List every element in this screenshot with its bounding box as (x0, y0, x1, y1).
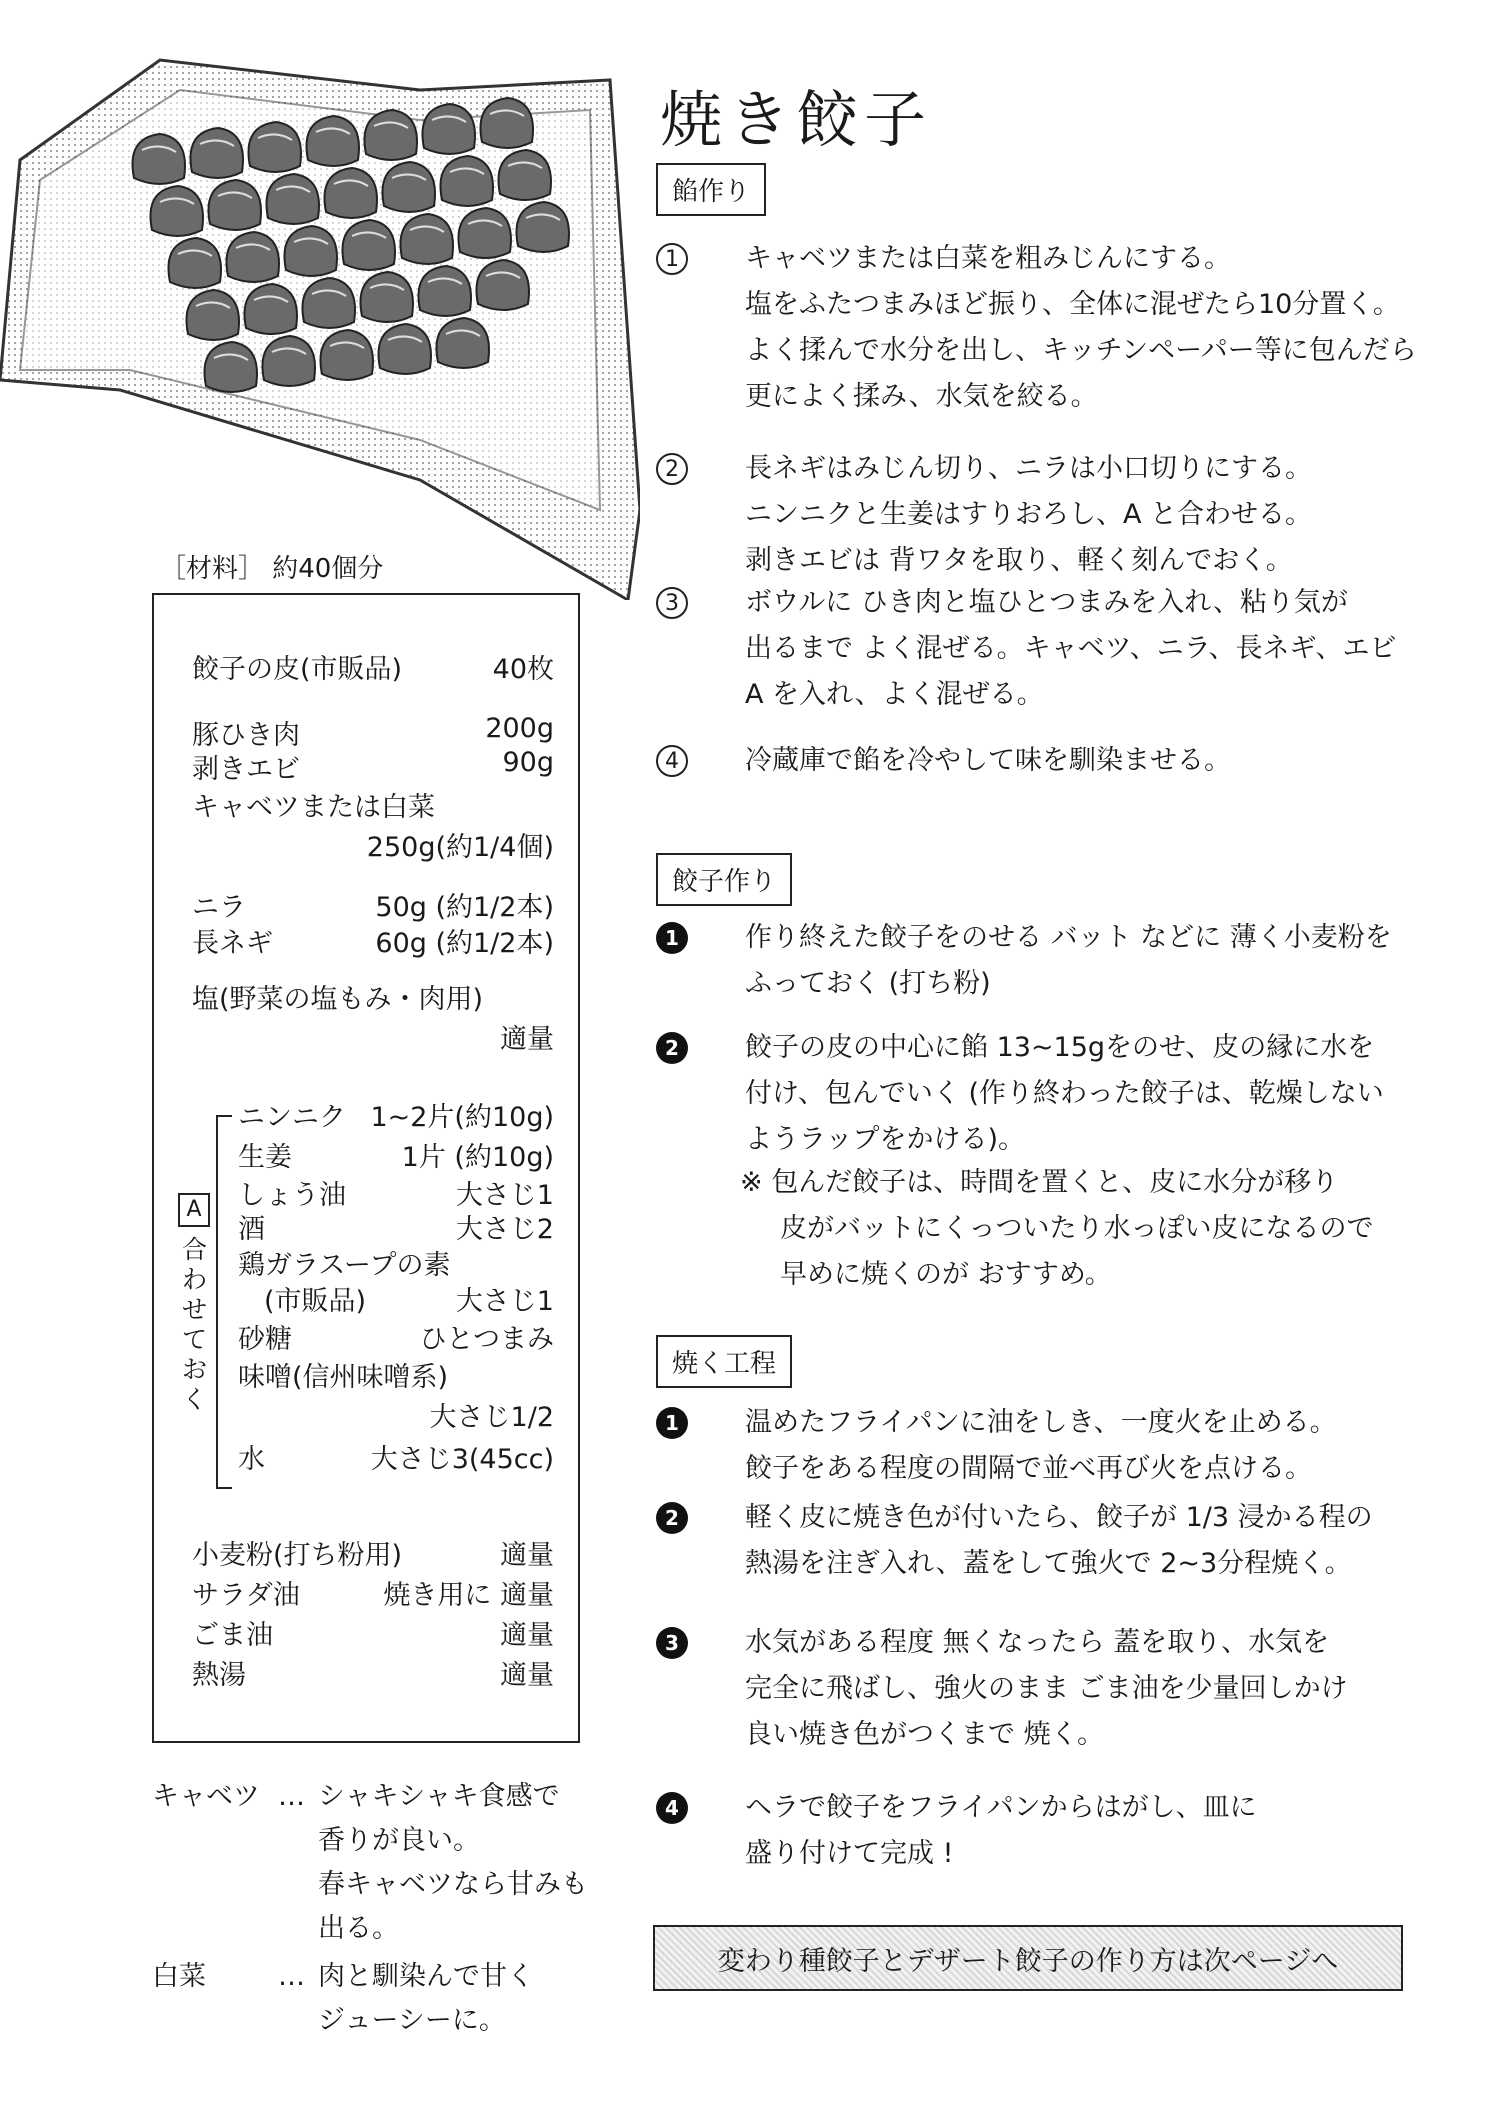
gyoza-2 (248, 122, 301, 172)
ingredient-qty: 200g (485, 713, 554, 744)
ingredient-name: 長ネギ (192, 928, 273, 959)
gyoza-26 (476, 260, 529, 310)
group-a-ingredient-qty: 大さじ1 (455, 1180, 554, 1211)
gyoza-8 (208, 180, 261, 230)
gyoza-0 (132, 134, 185, 184)
extra-ingredient-qty: 適量 (500, 1540, 554, 1571)
gyoza-23 (302, 278, 355, 328)
step-line: 塩をふたつまみほど振り、全体に混ぜたら10分置く。 (745, 289, 1400, 320)
step-line: 冷蔵庫で餡を冷やして味を馴染ませる。 (745, 745, 1231, 776)
step-number: 1 (656, 922, 688, 954)
note-line: 出る。 (318, 1913, 399, 1944)
gyoza-22 (244, 284, 297, 334)
step-line: 餃子の皮の中心に餡 13~15gをのせ、皮の縁に水を (745, 1032, 1375, 1063)
ingredient-name: 塩(野菜の塩もみ・肉用) (192, 984, 484, 1015)
ingredient-name: キャベツまたは白菜 (192, 792, 435, 823)
group-a-ingredient-qty: 大さじ3(45cc) (370, 1444, 554, 1475)
step-line: 長ネギはみじん切り、ニラは小口切りにする。 (745, 453, 1312, 484)
group-a-ingredient-name: 味噌(信州味噌系) (238, 1362, 449, 1393)
extra-ingredient-name: 熱湯 (192, 1660, 246, 1691)
extra-ingredient-qty: 適量 (500, 1660, 554, 1691)
gyoza-7 (150, 186, 203, 236)
ingredient-name: 豚ひき肉 (192, 720, 300, 751)
ingredient-qty: 90g (502, 747, 554, 778)
gyoza-3 (306, 116, 359, 166)
note-term: 白菜 (152, 1961, 206, 1992)
gyoza-9 (266, 174, 319, 224)
step-line: 付け、包んでいく (作り終わった餃子は、乾燥しない (745, 1078, 1384, 1109)
step-line: 作り終えた餃子をのせる バット などに 薄く小麦粉を (745, 922, 1392, 953)
step-line: 良い焼き色がつくまで 焼く。 (745, 1719, 1105, 1750)
gyoza-20 (516, 202, 569, 252)
gyoza-5 (422, 104, 475, 154)
gyoza-16 (284, 226, 337, 276)
ingredient-qty: 60g (約1/2本) (375, 928, 554, 959)
extra-ingredient-name: 小麦粉(打ち粉用) (192, 1540, 403, 1571)
gyoza-19 (458, 208, 511, 258)
note-separator: … (278, 1961, 305, 1992)
group-a-ingredient-qty: 大さじ1/2 (429, 1402, 554, 1433)
gyoza-11 (382, 162, 435, 212)
section-note-line: 皮がバットにくっついたり水っぽい皮になるので (780, 1213, 1374, 1244)
gyoza-4 (364, 110, 417, 160)
group-a-ingredient-name: 鶏ガラスープの素 (238, 1250, 451, 1281)
gyoza-27 (204, 342, 257, 392)
gyoza-30 (378, 324, 431, 374)
gyoza-6 (480, 98, 533, 148)
group-a-ingredient-qty: 1~2片(約10g) (370, 1102, 554, 1133)
step-line: A を入れ、よく混ぜる。 (745, 679, 1044, 710)
extra-ingredient-qty: 適量 (500, 1620, 554, 1651)
section-label: 焼く工程 (656, 1335, 792, 1388)
section-label: 餡作り (656, 163, 766, 216)
step-line: 餃子をある程度の間隔で並べ再び火を点ける。 (745, 1453, 1312, 1484)
step-line: 温めたフライパンに油をしき、一度火を止める。 (745, 1407, 1337, 1438)
ingredient-qty: 50g (約1/2本) (375, 892, 554, 923)
gyoza-29 (320, 330, 373, 380)
step-line: よく揉んで水分を出し、キッチンペーパー等に包んだら (745, 335, 1417, 366)
step-line: 熱湯を注ぎ入れ、蓋をして強火で 2~3分程焼く。 (745, 1548, 1352, 1579)
step-number: 4 (656, 1792, 688, 1824)
next-page-banner: 変わり種餃子とデザート餃子の作り方は次ページへ (653, 1925, 1403, 1991)
group-a-ingredient-qty: 大さじ1 (455, 1286, 554, 1317)
step-number: 2 (656, 453, 688, 485)
ingredient-name: ニラ (192, 892, 246, 923)
ingredient-qty: 適量 (500, 1024, 554, 1055)
group-a-ingredient-name: ニンニク (238, 1102, 346, 1133)
group-a-ingredient-name: 水 (238, 1444, 265, 1475)
ingredient-qty: 250g(約1/4個) (366, 832, 554, 863)
ingredient-qty: 40枚 (492, 654, 554, 685)
note-line: 肉と馴染んで甘く (318, 1961, 534, 1992)
gyoza-15 (226, 232, 279, 282)
ingredient-name: 餃子の皮(市販品) (192, 654, 403, 685)
ingredients-box (152, 593, 580, 1743)
step-line: 出るまで よく混ぜる。キャベツ、ニラ、長ネギ、エビ (745, 633, 1397, 664)
step-number: 3 (656, 1627, 688, 1659)
step-number: 2 (656, 1032, 688, 1064)
extra-ingredient-name: サラダ油 (192, 1580, 300, 1611)
gyoza-18 (400, 214, 453, 264)
gyoza-21 (186, 290, 239, 340)
note-line: 香りが良い。 (318, 1825, 480, 1856)
step-number: 2 (656, 1502, 688, 1534)
step-line: 盛り付けて完成 ! (745, 1838, 954, 1869)
step-line: ボウルに ひき肉と塩ひとつまみを入れ、粘り気が (745, 587, 1348, 618)
group-a-ingredient-name: 酒 (238, 1214, 265, 1245)
group-a-bracket (216, 1115, 232, 1489)
recipe-title: 焼き餃子 (660, 83, 933, 156)
group-a-ingredient-name: (市販品) (264, 1286, 367, 1317)
gyoza-10 (324, 168, 377, 218)
step-line: ふっておく (打ち粉) (745, 968, 991, 999)
gyoza-28 (262, 336, 315, 386)
section-note-line: ※ 包んだ餃子は、時間を置くと、皮に水分が移り (740, 1167, 1339, 1198)
ingredient-name: 剥きエビ (192, 754, 300, 785)
step-line: 剥きエビは 背ワタを取り、軽く刻んでおく。 (745, 545, 1293, 576)
group-a-ingredient-name: 生姜 (238, 1142, 292, 1173)
gyoza-25 (418, 266, 471, 316)
gyoza-17 (342, 220, 395, 270)
note-line: ジューシーに。 (318, 2005, 506, 2036)
step-line: 水気がある程度 無くなったら 蓋を取り、水気を (745, 1627, 1330, 1658)
group-a-text: 合わせておく (182, 1235, 208, 1414)
extra-ingredient-qty: 焼き用に 適量 (383, 1580, 554, 1611)
step-number: 1 (656, 1407, 688, 1439)
note-line: 春キャベツなら甘みも (318, 1869, 588, 1900)
gyoza-14 (168, 238, 221, 288)
step-line: 軽く皮に焼き色が付いたら、餃子が 1/3 浸かる程の (745, 1502, 1373, 1533)
step-number: 4 (656, 745, 688, 777)
gyoza-13 (498, 150, 551, 200)
step-line: ニンニクと生姜はすりおろし、A と合わせる。 (745, 499, 1313, 530)
section-label: 餃子作り (656, 853, 792, 906)
gyoza-12 (440, 156, 493, 206)
note-term: キャベツ (152, 1781, 260, 1812)
group-a-box: A (178, 1193, 210, 1227)
gyoza-1 (190, 128, 243, 178)
section-note-line: 早めに焼くのが おすすめ。 (780, 1259, 1112, 1290)
note-line: シャキシャキ食感で (318, 1781, 560, 1812)
gyoza-31 (436, 318, 489, 368)
step-number: 3 (656, 587, 688, 619)
gyoza-plate-illustration (0, 40, 640, 600)
group-a-ingredient-qty: 1片 (約10g) (401, 1142, 554, 1173)
group-a-ingredient-qty: 大さじ2 (455, 1214, 554, 1245)
step-line: ヘラで餃子をフライパンからはがし、皿に (745, 1792, 1257, 1823)
extra-ingredient-name: ごま油 (192, 1620, 273, 1651)
step-number: 1 (656, 243, 688, 275)
note-separator: … (278, 1781, 305, 1812)
group-a-label (178, 1193, 210, 1227)
step-line: 完全に飛ばし、強火のまま ごま油を少量回しかけ (745, 1673, 1348, 1704)
step-line: ようラップをかける)。 (745, 1124, 1025, 1155)
ingredients-header: ［材料］ 約40個分 (160, 554, 384, 584)
group-a-ingredient-name: しょう油 (238, 1180, 346, 1211)
group-a-ingredient-qty: ひとつまみ (419, 1324, 554, 1355)
step-line: 更によく揉み、水気を絞る。 (745, 381, 1098, 412)
step-line: キャベツまたは白菜を粗みじんにする。 (745, 243, 1231, 274)
gyoza-24 (360, 272, 413, 322)
group-a-ingredient-name: 砂糖 (238, 1324, 292, 1355)
